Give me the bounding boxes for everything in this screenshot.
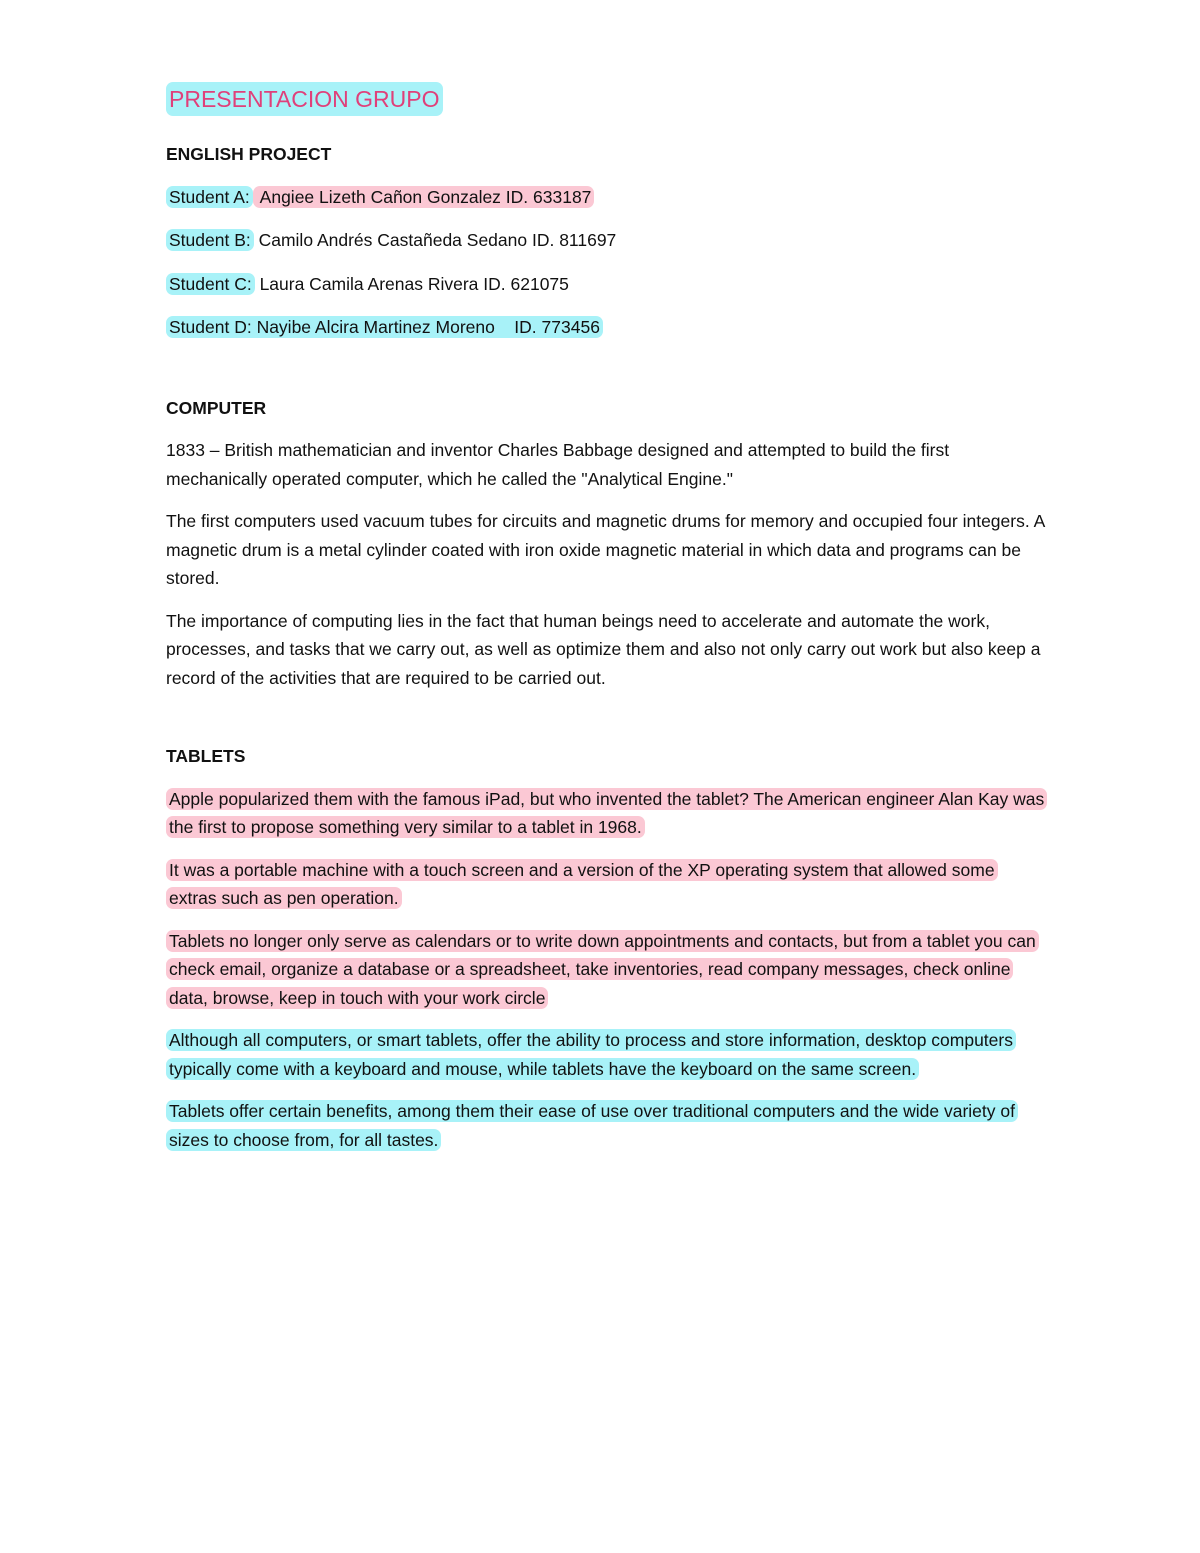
computer-paragraph: 1833 – British mathematician and inventor Charles Babbage designed and attempted to build the first mechanically operated computer, which he called the "Analytical Engine." bbox=[166, 440, 950, 489]
student-d-label: Student D: bbox=[169, 317, 252, 337]
computer-paragraph: The importance of computing lies in the fact that human beings need to accelerate and automate the work, processes, and tasks that we carry out, as well as optimize them and also not only carry out work but also keep a record of the activities that are required to be carried out. bbox=[166, 610, 1041, 688]
tablets-paragraph bbox=[166, 856, 1046, 913]
student-b-line bbox=[166, 226, 1046, 255]
tablets-paragraph-text: Tablets offer certain benefits, among them their ease of use over traditional computers and the wide variety of sizes to choose from, for all tastes. bbox=[166, 1100, 1018, 1151]
tablets-paragraph bbox=[166, 927, 1046, 1013]
tablets-paragraph bbox=[166, 785, 1046, 842]
student-d-line bbox=[166, 313, 1046, 342]
student-c-label: Student C: bbox=[166, 273, 255, 295]
document-title: PRESENTACION GRUPO bbox=[166, 82, 443, 116]
tablets-paragraph-text: Apple popularized them with the famous iPad, but who invented the tablet? The American engineer Alan Kay was the first to propose something very similar to a tablet in 1968. bbox=[166, 788, 1047, 839]
tablets-paragraph-text: Although all computers, or smart tablets, offer the ability to process and store information, desktop computers typically come with a keyboard and mouse, while tablets have the keyboard on the same screen. bbox=[166, 1029, 1016, 1080]
student-c-value: Laura Camila Arenas Rivera ID. 621075 bbox=[254, 273, 569, 294]
student-a-line bbox=[166, 183, 1046, 212]
student-b-label: Student B: bbox=[166, 229, 254, 251]
student-b-value: Camilo Andrés Castañeda Sedano ID. 811697 bbox=[253, 230, 617, 250]
computer-heading: COMPUTER bbox=[166, 397, 267, 418]
student-c-line bbox=[166, 270, 1046, 299]
student-a-label: Student A: bbox=[166, 186, 253, 208]
tablets-paragraph-text: It was a portable machine with a touch screen and a version of the XP operating system that allowed some extras such as pen operation. bbox=[166, 859, 998, 910]
computer-paragraph: The first computers used vacuum tubes for circuits and magnetic drums for memory and occupied four integers. A magnetic drum is a metal cylinder coated with iron oxide magnetic material in which data and programs can be stored. bbox=[166, 511, 1045, 588]
tablets-paragraph-text: Tablets no longer only serve as calendars or to write down appointments and contacts, but from a tablet you can check email, organize a database or a spreadsheet, take inventories, read company messages, check online data, browse, keep in touch with your work circle bbox=[166, 930, 1039, 1009]
tablets-heading: TABLETS bbox=[166, 746, 246, 766]
document-body bbox=[166, 82, 1046, 1168]
tablets-paragraph bbox=[166, 1097, 1046, 1154]
project-heading: ENGLISH PROJECT bbox=[166, 144, 332, 164]
student-a-value: Angiee Lizeth Cañon Gonzalez ID. 633187 bbox=[253, 186, 595, 208]
title-line bbox=[166, 82, 1046, 116]
tablets-paragraph bbox=[166, 1026, 1046, 1083]
student-d-value: Nayibe Alcira Martinez Moreno ID. 773456 bbox=[251, 317, 600, 337]
